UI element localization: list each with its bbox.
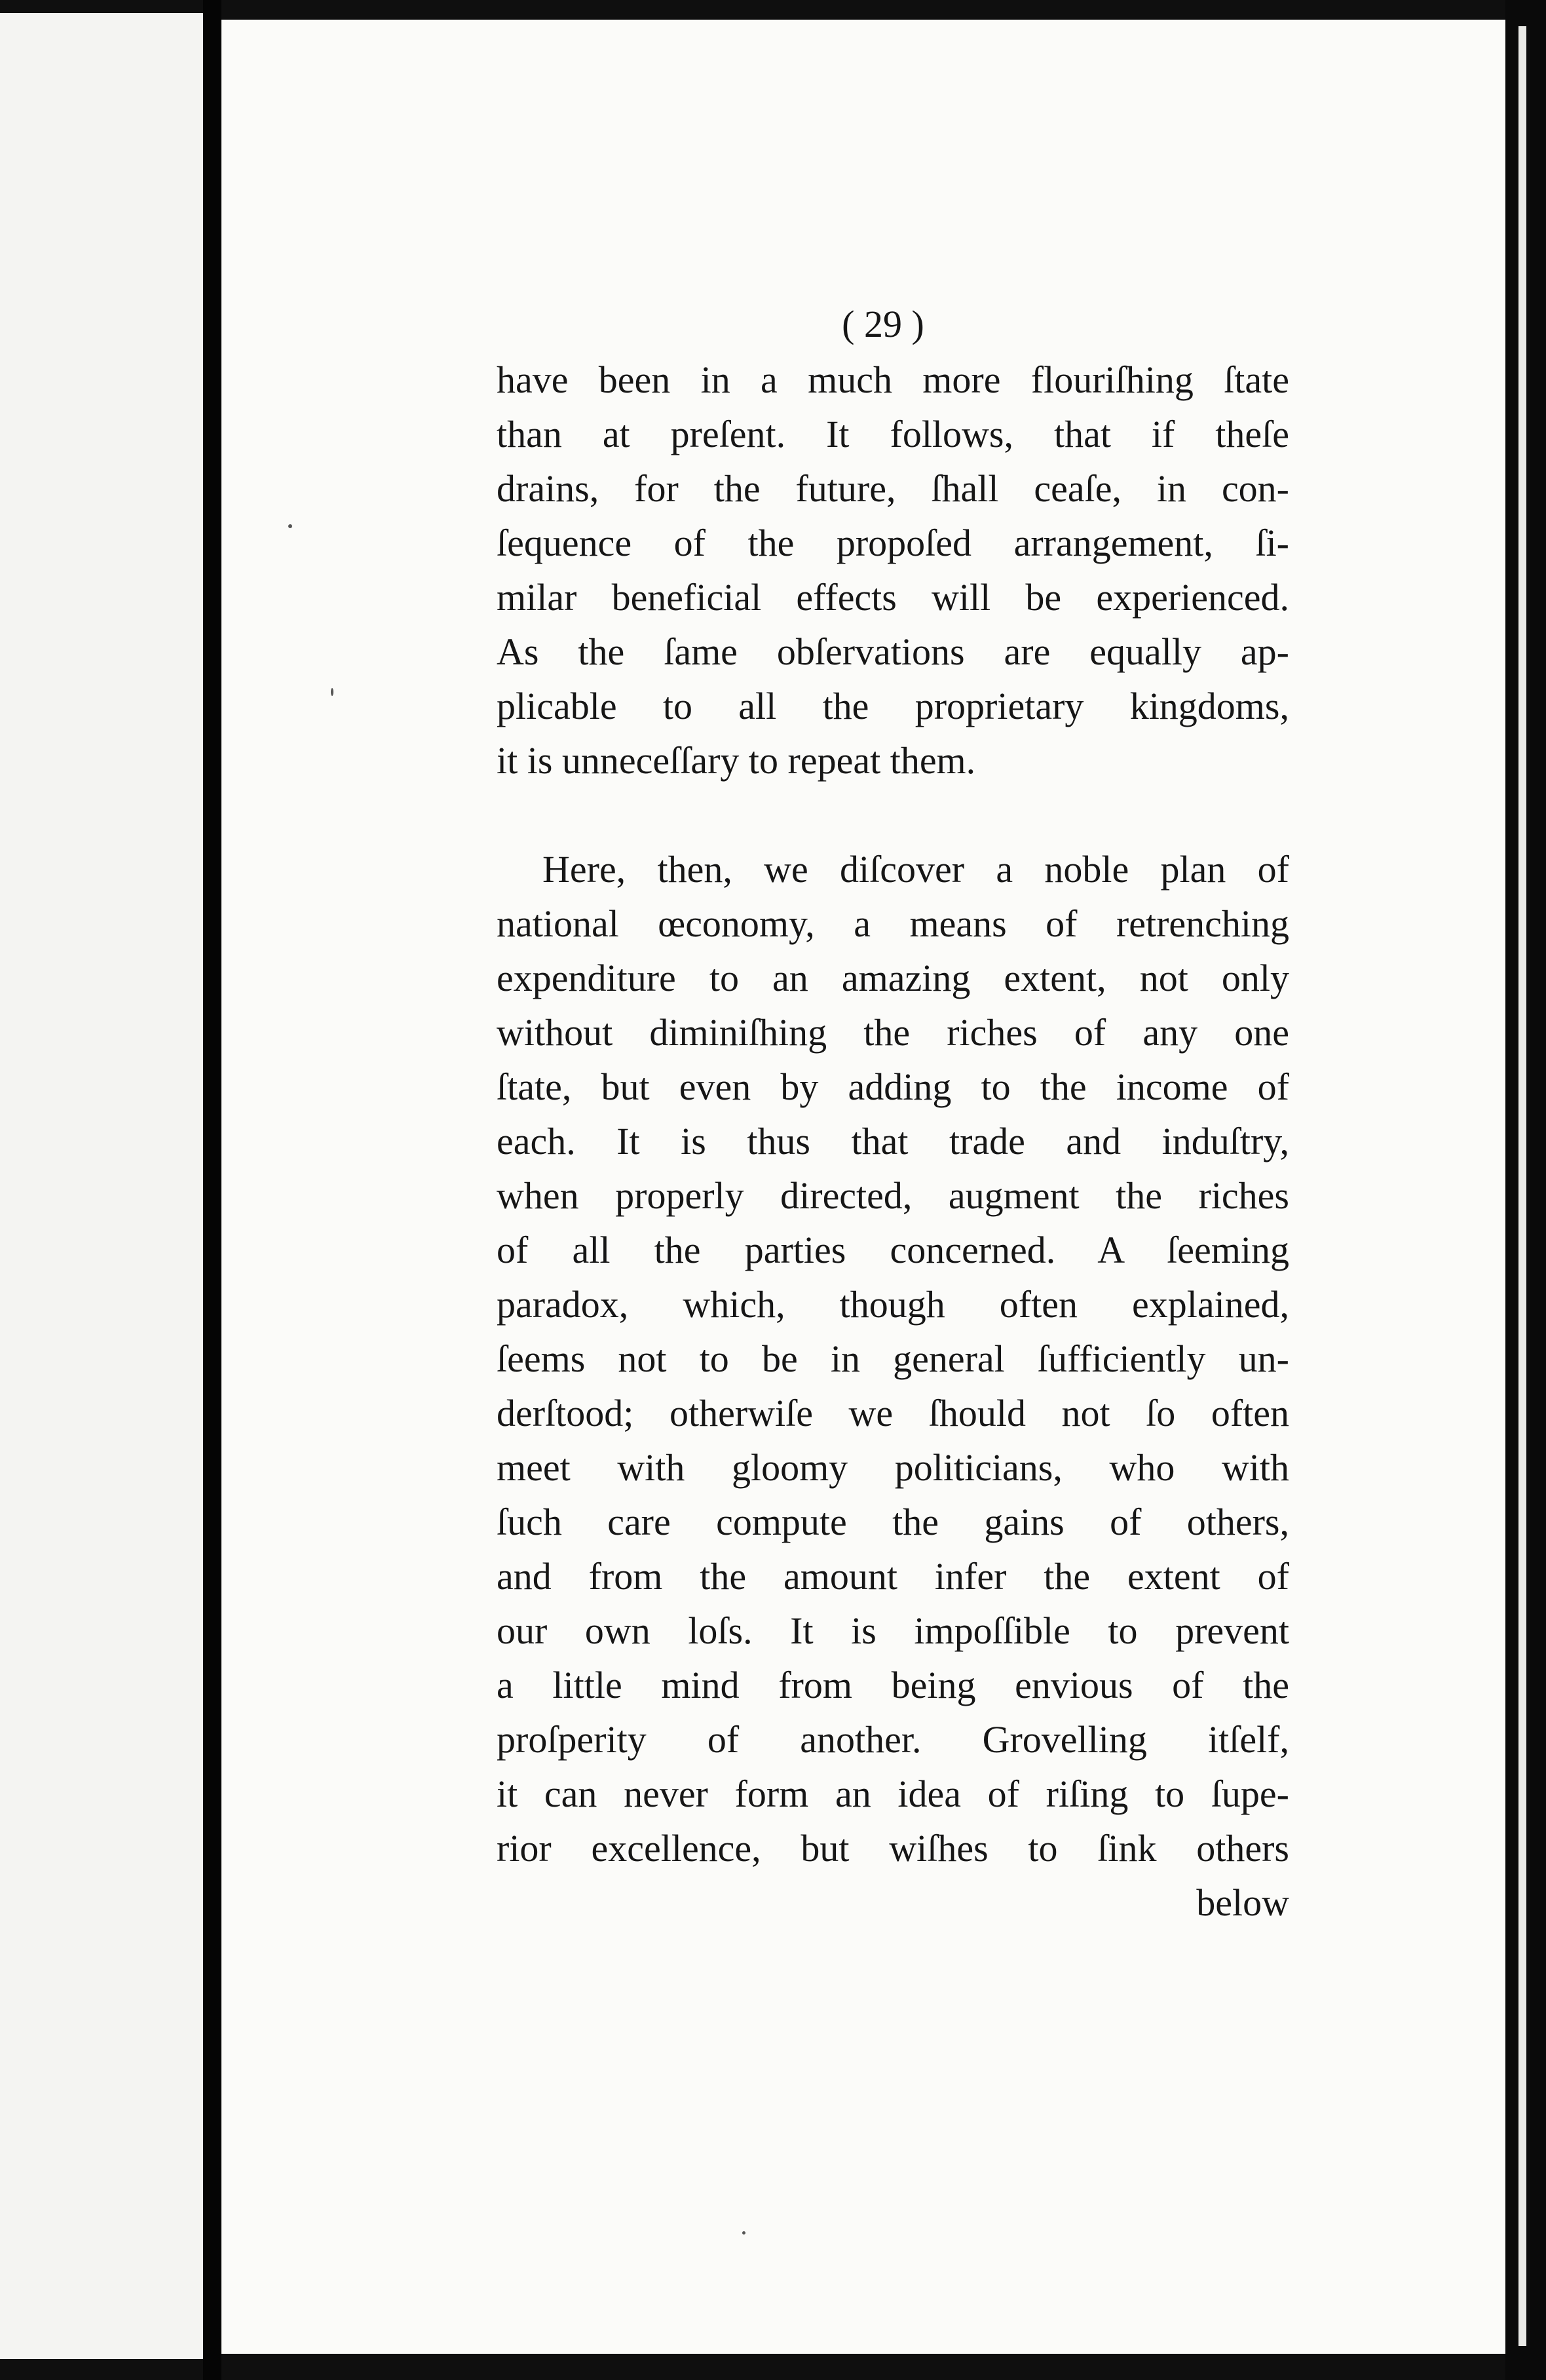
text-line: it is unneceſſary to repeat them.	[497, 739, 976, 782]
text-line: Here, then, we diſcover a noble plan of	[542, 848, 1289, 891]
text-line: without diminiſhing the riches of any one	[497, 1011, 1289, 1054]
fore-edge-strip	[1518, 26, 1526, 2346]
paragraph-2	[497, 842, 1289, 1875]
text-line: a little mind from being envious of the	[497, 1664, 1289, 1706]
catchword: below	[1196, 1881, 1289, 1924]
text-line: it can never form an idea of riſing to ſupe-	[497, 1773, 1289, 1815]
text-line: ſuch care compute the gains of others,	[497, 1501, 1289, 1543]
text-line: drains, for the future, ſhall ceaſe, in con-	[497, 467, 1289, 510]
text-line: As the ſame obſervations are equally ap-	[497, 630, 1289, 673]
paragraph-1	[497, 353, 1289, 788]
ink-speck	[288, 524, 292, 528]
ink-speck	[331, 688, 333, 696]
text-line: national œconomy, a means of retrenching	[497, 902, 1289, 945]
text-line: rior excellence, but wiſhes to ſink others	[497, 1827, 1289, 1870]
text-line: have been in a much more flouriſhing ſtate	[497, 358, 1289, 401]
text-line: paradox, which, though often explained,	[497, 1283, 1289, 1326]
text-line: ſeems not to be in general ſufficiently un-	[497, 1337, 1289, 1380]
ink-speck	[742, 2231, 745, 2235]
text-line: expenditure to an amazing extent, not only	[497, 957, 1289, 999]
paragraph-gap	[497, 788, 1289, 842]
text-line: and from the amount infer the extent of	[497, 1555, 1289, 1598]
text-line: when properly directed, augment the riches	[497, 1174, 1289, 1217]
text-line: of all the parties concerned. A ſeeming	[497, 1229, 1289, 1271]
page-number: ( 29 )	[842, 303, 924, 345]
text-line: meet with gloomy politicians, who with	[497, 1446, 1289, 1489]
text-line: plicable to all the proprietary kingdoms,	[497, 685, 1289, 727]
page-text	[497, 298, 1289, 1930]
text-line: proſperity of another. Grovelling itſelf,	[497, 1718, 1289, 1761]
text-line: than at preſent. It follows, that if theſe	[497, 413, 1289, 455]
text-line: ſtate, but even by adding to the income of	[497, 1065, 1289, 1108]
text-line: our own loſs. It is impoſſible to prevent	[497, 1609, 1289, 1652]
page-gutter	[203, 0, 221, 2380]
text-line: ſequence of the propoſed arrangement, ſi-	[497, 522, 1289, 564]
text-line: each. It is thus that trade and induſtry,	[497, 1120, 1289, 1162]
text-line: derſtood; otherwiſe we ſhould not ſo often	[497, 1392, 1289, 1434]
text-line: milar beneficial effects will be experienced.	[497, 576, 1289, 619]
left-page-edge	[0, 13, 203, 2359]
